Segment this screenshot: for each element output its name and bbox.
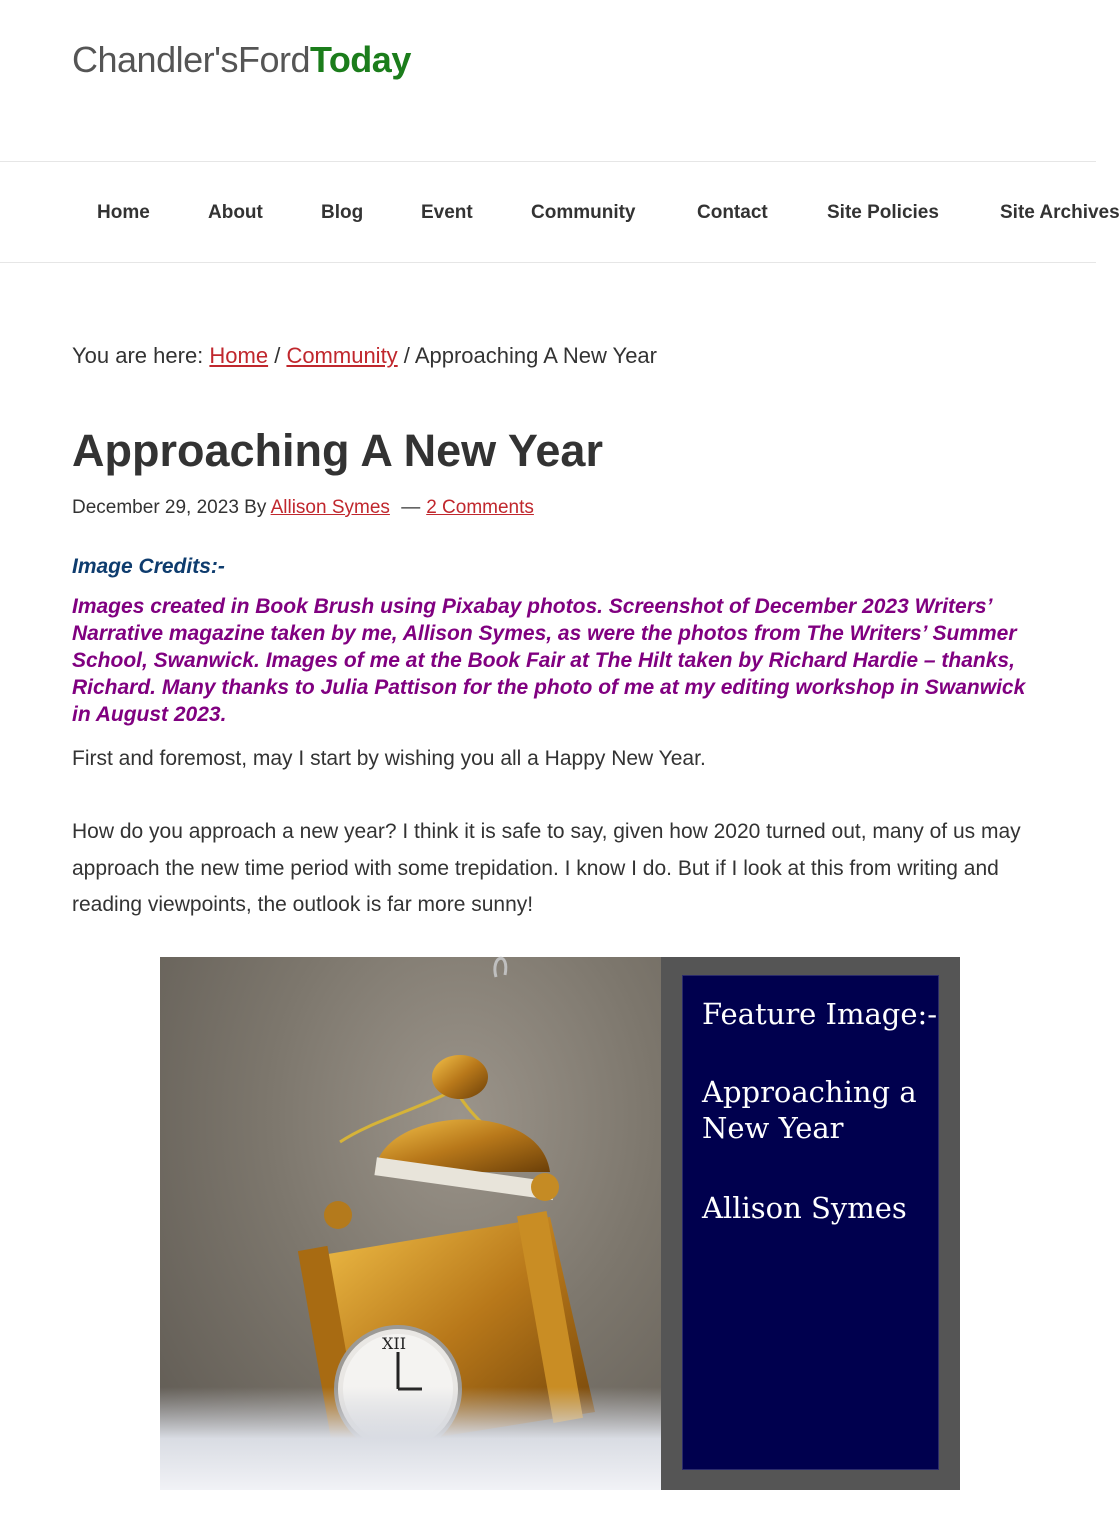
feature-image-title-line2: New Year <box>702 1111 844 1145</box>
nav-item-event[interactable]: Event <box>421 202 473 223</box>
clock-ornament-icon <box>160 957 661 1490</box>
breadcrumb <box>72 342 657 370</box>
breadcrumb-community-link[interactable]: Community <box>286 343 398 368</box>
post-paragraph-1: First and foremost, may I start by wishing you all a Happy New Year. <box>72 747 706 770</box>
breadcrumb-current: Approaching A New Year <box>414 343 657 368</box>
nav-item-home[interactable]: Home <box>97 202 150 223</box>
feature-image-title-line1: Approaching a <box>702 1075 917 1109</box>
breadcrumb-prefix: You are here: <box>72 343 210 368</box>
nav-item-community[interactable]: Community <box>531 202 636 223</box>
feature-image[interactable] <box>160 957 960 1490</box>
breadcrumb-separator: / <box>397 343 415 368</box>
svg-text:XII: XII <box>382 1334 407 1353</box>
clock-ornament-photo <box>160 957 661 1490</box>
breadcrumb-home-link[interactable]: Home <box>209 343 269 368</box>
post-meta <box>72 496 534 520</box>
site-header <box>0 0 1096 162</box>
nav-item-about[interactable]: About <box>208 202 263 223</box>
nav-item-blog[interactable]: Blog <box>321 202 364 223</box>
logo-text-today: Today <box>310 39 411 80</box>
main-navigation <box>0 161 1120 263</box>
post-author-link[interactable]: Allison Symes <box>270 497 390 518</box>
feature-text-panel <box>682 975 939 1470</box>
image-credits-text: Images created in Book Brush using Pixabay photos. Screenshot of December 2023 Writers’ Narrative magazine taken by me, Allison Symes, as were the photos from The Writers’ Summer School, Swanwick. Images of me at the Book Fair at The Hilt taken by Richard Hardie – thanks, Richard. Many thanks to Julia Pattison for the photo of me at my editing workshop in Swanwick in August 2023. <box>72 595 1026 726</box>
post-paragraph-2: How do you approach a new year? I think it is safe to say, given how 2020 turned out, many of us may approach the new time period with some trepidation. I know I do. But if I look at this from writing and reading viewpoints, the outlook is far more sunny! <box>72 820 1021 916</box>
logo-text-ford: Ford <box>237 39 310 80</box>
feature-image-author: Allison Symes <box>702 1191 907 1225</box>
post-date: December 29, 2023 <box>72 497 239 518</box>
nav-item-contact[interactable]: Contact <box>697 202 768 223</box>
nav-item-site-archives[interactable]: Site Archives <box>1000 202 1120 223</box>
breadcrumb-separator: / <box>268 343 287 368</box>
post-by-label: By <box>244 497 267 518</box>
post-comments-link[interactable]: 2 Comments <box>426 497 534 518</box>
nav-item-site-policies[interactable]: Site Policies <box>827 202 939 223</box>
site-logo[interactable] <box>72 38 411 82</box>
logo-text-chandlers: Chandler's <box>72 39 238 80</box>
post-title: Approaching A New Year <box>72 425 603 476</box>
image-credits-heading: Image Credits:- <box>72 555 225 578</box>
meta-dash: — <box>401 497 421 518</box>
feature-image-label: Feature Image:- <box>702 997 938 1031</box>
